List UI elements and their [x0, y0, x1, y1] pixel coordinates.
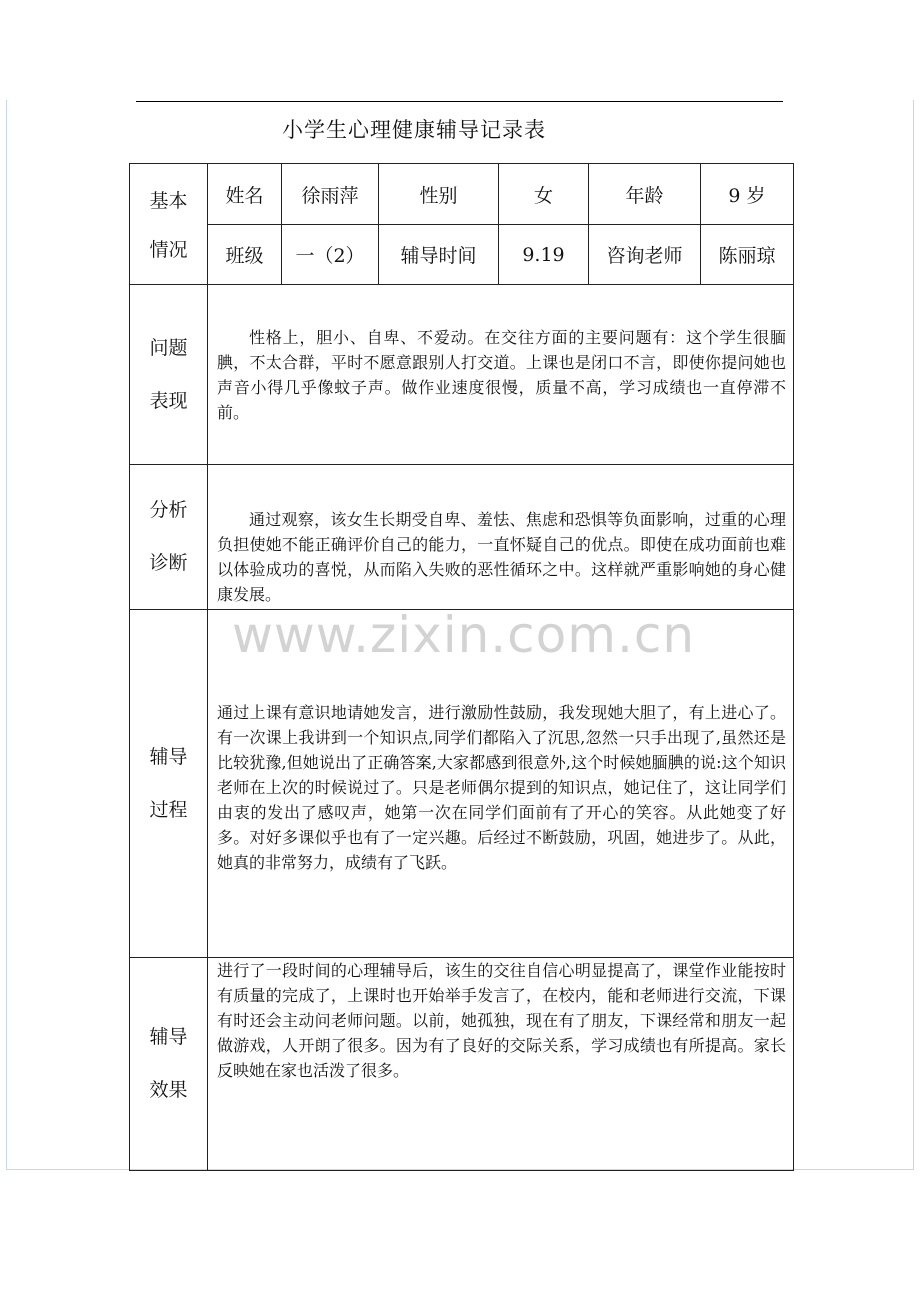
- process-label: 辅导 过程: [130, 610, 208, 958]
- gender-label: 性别: [379, 164, 499, 225]
- process-text-cell: [208, 610, 794, 958]
- page-title: 小学生心理健康辅导记录表: [282, 118, 546, 142]
- process-text: 通过上课有意识地请她发言，进行激励性鼓励，我发现她大胆了，有上进心了。有一次课上我讲到一个知识点,同学们都陷入了沉思,忽然一只手出现了,虽然还是比较犹豫,但她说出了正确答案,大家都感到很意外,这个时候她腼腆的说:这个知识老师在上次的时候说过了。只是老师偶尔提到的知识点，她记住了，这让同学们由衷的发出了感叹声，她第一次在同学们面前有了开心的笑容。从此她变了好多。对好多课似乎也有了一定兴趣。后经过不断鼓励，巩固，她进步了。从此，她真的非常努力，成绩有了飞跃。: [217, 703, 786, 872]
- basic-label-line2: 情况: [149, 239, 188, 261]
- name-value: 徐雨萍: [282, 164, 379, 225]
- diagnosis-label: 分析 诊断: [130, 465, 208, 610]
- diagnosis-text-cell: [208, 465, 794, 610]
- gender-value: 女: [499, 164, 589, 225]
- teacher-label: 咨询老师: [589, 225, 701, 285]
- date-label: 辅导时间: [379, 225, 499, 285]
- record-table: [129, 163, 794, 1171]
- problem-text: 性格上，胆小、自卑、不爱动。在交往方面的主要问题有：这个学生很腼腆，不太合群，平时不愿意跟别人打交道。上课也是闭口不言，即使你提问她也声音小得几乎像蚊子声。做作业速度很慢，质量不高，学习成绩也一直停滞不前。: [217, 328, 786, 422]
- problem-text-cell: [208, 285, 794, 465]
- teacher-value: 陈丽琼: [701, 225, 794, 285]
- class-value: 一（2）: [282, 225, 379, 285]
- watermark-text: www.zixin.com.cn: [232, 606, 696, 664]
- class-label: 班级: [208, 225, 282, 285]
- diagnosis-text: 通过观察，该女生长期受自卑、羞怯、焦虑和恐惧等负面影响，过重的心理负担使她不能正确评价自己的能力，一直怀疑自己的优点。即使在成功面前也难以体验成功的喜悦，从而陷入失败的恶性循环之中。这样就严重影响她的身心健康发展。: [217, 510, 786, 604]
- effect-label: 辅导 效果: [130, 958, 208, 1171]
- effect-text-cell: [208, 958, 794, 1171]
- name-label: 姓名: [208, 164, 282, 225]
- age-label: 年龄: [589, 164, 701, 225]
- problem-label: 问题 表现: [130, 285, 208, 465]
- basic-label-line1: 基本: [149, 190, 188, 212]
- date-value: 9.19: [499, 225, 589, 285]
- age-value: 9 岁: [701, 164, 794, 225]
- basic-info-label: [130, 164, 208, 285]
- header-rule: [136, 101, 783, 102]
- effect-text: 进行了一段时间的心理辅导后，该生的交往自信心明显提高了，课堂作业能按时有质量的完成了，上课时也开始举手发言了，在校内，能和老师进行交流，下课有时还会主动问老师问题。以前，她孤独，现在有了朋友，下课经常和朋友一起做游戏，人开朗了很多。因为有了良好的交际关系，学习成绩也有所提高。家长反映她在家也活泼了很多。: [217, 961, 786, 1080]
